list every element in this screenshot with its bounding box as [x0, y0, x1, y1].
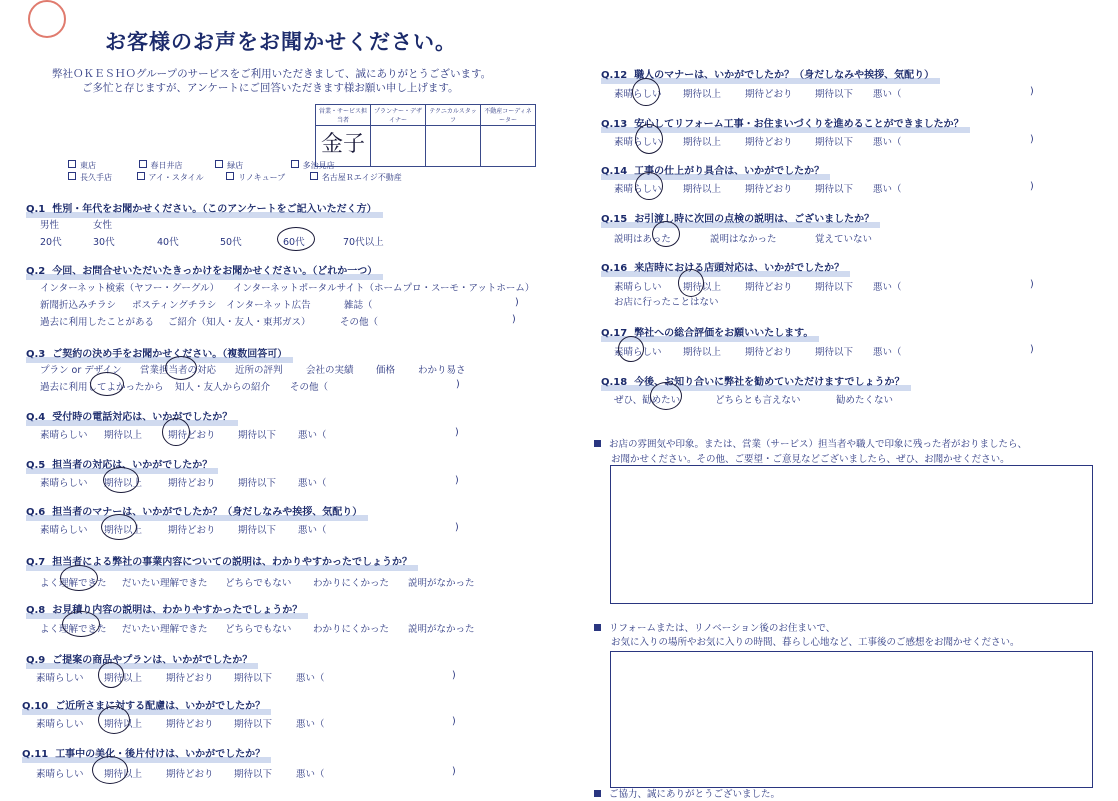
q10-option[interactable]: 悪い（ [296, 719, 325, 730]
answer-mark [60, 565, 98, 591]
q2-option[interactable]: ポスティングチラシ [132, 300, 217, 311]
q11-option[interactable]: 素晴らしい [36, 769, 84, 780]
answer-mark [62, 611, 100, 637]
q14-option[interactable]: 期待どおり [745, 184, 793, 195]
q5-option[interactable]: 期待以下 [238, 478, 277, 489]
comment1-line1: お店の雰囲気や印象。または、営業（サービス）担当者や職人で印象に残った者がおりましたら、 [609, 439, 1028, 450]
q10-option[interactable]: 期待以上 [104, 719, 143, 730]
shop-checkbox[interactable] [310, 172, 318, 180]
q-text: 工事中の美化・後片付けは、いかがでしたか？ [55, 749, 266, 760]
q1-option[interactable]: 30代 [93, 237, 115, 248]
q6-option[interactable]: 期待以下 [238, 525, 277, 536]
answer-mark [162, 418, 190, 446]
q2-bracket-close: ) [512, 314, 516, 325]
q2-option[interactable]: インターネット検索（ヤフー・グーグル） [40, 283, 220, 294]
q11-title [22, 745, 265, 760]
q7-option[interactable]: だいたい理解できた [122, 578, 208, 589]
q16-option[interactable]: 期待以下 [815, 282, 854, 293]
shop-row-2 [68, 172, 402, 183]
q-text: 担当者のマナーは、いかがでしたか？（身だしなみや挨拶、気配り） [52, 507, 363, 518]
q5-option[interactable]: 悪い（ [298, 478, 327, 489]
bullet-square-icon [594, 790, 601, 797]
q-label: Q.4 [26, 412, 46, 423]
q4-option[interactable]: 期待以下 [238, 430, 277, 441]
shop-label: 名古屋Ｒエイジ不動産 [321, 173, 402, 182]
q2-title [26, 262, 377, 277]
answer-mark [632, 78, 660, 106]
q1-option[interactable]: 40代 [157, 237, 179, 248]
survey-title: お客様のお声をお聞かせください。 [105, 30, 457, 54]
shop-row-1 [68, 160, 335, 171]
comment2-textarea[interactable] [610, 651, 1093, 788]
q3-option[interactable]: 知人・友人からの紹介 [175, 382, 271, 393]
shop-checkbox[interactable] [139, 160, 147, 168]
q15-title [601, 210, 874, 225]
intro-line-1: 弊社ＯＫＥＳＨＯグループのサービスをご利用いただきまして、誠にありがとうございます。 [52, 68, 492, 80]
q1-option[interactable]: 男性 [40, 220, 60, 231]
q9-option[interactable]: 素晴らしい [36, 673, 84, 684]
q-text: ご契約の決め手をお聞かせください。（複数回答可） [52, 349, 288, 360]
q15-option[interactable]: 覚えていない [815, 234, 873, 245]
q1-option[interactable]: 女性 [93, 220, 113, 231]
q-text: 今回、お問合せいただいたきっかけをお聞かせください。（どれか一つ） [52, 266, 378, 277]
q-text: 安心してリフォーム工事・お住まいづくりを進めることができましたか？ [634, 119, 964, 130]
q3-option[interactable]: 営業担当者の対応 [140, 365, 217, 376]
answer-mark [650, 382, 682, 410]
q16-title [601, 259, 844, 274]
q9-title [26, 651, 252, 666]
q-label: Q.8 [26, 605, 46, 616]
staff-header-sales: 営業・サービス担当者 [316, 105, 371, 126]
q17-option[interactable]: 期待以上 [683, 347, 722, 358]
q13-option[interactable]: 期待どおり [745, 137, 793, 148]
q18-option[interactable]: ぜひ、勧めたい [614, 395, 681, 406]
q4-title [26, 408, 232, 423]
shop-label: 長久手店 [80, 173, 112, 182]
q12-option[interactable]: 素晴らしい [614, 89, 662, 100]
q-text: 弊社への総合評価をお願いいたします。 [634, 328, 814, 339]
q18-title [601, 373, 905, 388]
shop-label: アイ・スタイル [148, 173, 204, 182]
q7-option[interactable]: よく理解できた [40, 578, 107, 589]
q-label: Q.14 [601, 166, 628, 177]
q-label: Q.5 [26, 460, 46, 471]
q13-option[interactable]: 素晴らしい [614, 137, 662, 148]
q3-option[interactable]: 価格 [376, 365, 396, 376]
q-label: Q.11 [22, 749, 49, 760]
comment1-prompt-line2: お聞かせください。その他、ご要望・ご意見などございましたら、ぜひ、お聞かせください。 [611, 454, 1010, 465]
q2-option[interactable]: 雑誌（ [344, 300, 373, 311]
answer-mark [98, 662, 124, 688]
q7-option[interactable]: わかりにくかった [313, 578, 390, 589]
q-text: お見積り内容の説明は、わかりやすかったでしょうか？ [52, 605, 303, 616]
comment2-line1: リフォームまたは、リノベーション後のお住まいで、 [609, 623, 836, 634]
q-text: 受付時の電話対応は、いかがでしたか？ [52, 412, 233, 423]
q14-option[interactable]: 悪い（ [873, 184, 902, 195]
q1-option[interactable]: 60代 [283, 237, 305, 248]
shop-label: 春日井店 [150, 161, 183, 170]
q12-option[interactable]: 期待以下 [815, 89, 854, 100]
q-label: Q.18 [601, 377, 628, 388]
shop-checkbox[interactable] [291, 160, 299, 168]
q8-option[interactable]: どちらでもない [225, 624, 292, 635]
q18-option[interactable]: どちらとも言えない [715, 395, 801, 406]
answer-mark [103, 467, 139, 493]
shop-checkbox[interactable] [215, 160, 223, 168]
q13-bracket-close: ) [1030, 134, 1034, 145]
q13-option[interactable]: 期待以下 [815, 137, 854, 148]
q13-option[interactable]: 悪い（ [873, 137, 902, 148]
q12-option[interactable]: 悪い（ [873, 89, 902, 100]
q15-option[interactable]: 説明はあった [614, 234, 671, 245]
q6-option[interactable]: 悪い（ [298, 525, 327, 536]
q3-option[interactable]: その他（ [290, 382, 329, 393]
seal-stamp [28, 0, 66, 38]
shop-checkbox[interactable] [137, 172, 145, 180]
q6-option[interactable]: 期待以上 [104, 525, 143, 536]
answer-mark [678, 269, 704, 297]
answer-mark [635, 124, 663, 154]
q-text: お引渡し時に次回の点検の説明は、ございましたか？ [634, 214, 875, 225]
q10-bracket-close: ) [452, 716, 456, 727]
q8-option[interactable]: だいたい理解できた [122, 624, 208, 635]
shop-label: 多治見店 [302, 161, 335, 170]
answer-mark [92, 756, 128, 784]
q-text: ご提案の商品やプランは、いかがでしたか？ [52, 655, 253, 666]
q-text: 性別・年代をお聞かせください。（このアンケートをご記入いただく方） [52, 204, 377, 215]
q5-option[interactable]: 期待以上 [104, 478, 143, 489]
q10-option[interactable]: 期待以下 [234, 719, 273, 730]
q2-bracket-close: ) [515, 297, 519, 308]
q11-option[interactable]: 期待以上 [104, 769, 143, 780]
q2-option[interactable]: 新聞折込みチラシ [40, 300, 117, 311]
q4-option[interactable]: 期待以上 [104, 430, 143, 441]
q3-option[interactable]: 会社の実績 [306, 365, 354, 376]
q1-title [26, 200, 377, 215]
q-text: 担当者による弊社の事業内容についての説明は、わかりやすかったでしょうか？ [52, 557, 413, 568]
staff-header-planner: プランナー・デザイナー [371, 105, 426, 126]
q8-option[interactable]: わかりにくかった [313, 624, 390, 635]
q4-option[interactable]: 悪い（ [298, 430, 327, 441]
q-label: Q.17 [601, 328, 628, 339]
q-label: Q.13 [601, 119, 628, 130]
q1-option[interactable]: 20代 [40, 237, 62, 248]
q16-option-no-visit[interactable]: お店に行ったことはない [614, 297, 719, 308]
shop-checkbox[interactable] [68, 172, 76, 180]
bullet-square-icon [594, 440, 601, 447]
q2-option[interactable]: その他（ [340, 317, 379, 328]
q17-option[interactable]: 期待どおり [745, 347, 793, 358]
q1-option[interactable]: 70代以上 [343, 237, 384, 248]
staff-cell-technical[interactable] [426, 126, 481, 167]
comment2-prompt [594, 620, 835, 634]
q-label: Q.9 [26, 655, 46, 666]
q3-option[interactable]: 過去に利用してよかったから [40, 382, 164, 393]
answer-mark [277, 227, 315, 251]
q16-option[interactable]: 期待以上 [683, 282, 722, 293]
shop-label: 東店 [80, 161, 96, 170]
q-label: Q.16 [601, 263, 628, 274]
q7-option[interactable]: 説明がなかった [408, 578, 475, 589]
q-text: 工事の仕上がり具合は、いかがでしたか？ [634, 166, 825, 177]
staff-cell-planner[interactable] [371, 126, 426, 167]
q17-option[interactable]: 悪い（ [873, 347, 902, 358]
q-label: Q.10 [22, 701, 49, 712]
q6-option[interactable]: 期待どおり [168, 525, 216, 536]
q17-option[interactable]: 素晴らしい [614, 347, 662, 358]
q14-title [601, 162, 824, 177]
q9-option[interactable]: 期待以上 [104, 673, 143, 684]
q17-option[interactable]: 期待以下 [815, 347, 854, 358]
q-text: ご近所さまに対する配慮は、いかがでしたか？ [55, 701, 266, 712]
q14-option[interactable]: 期待以下 [815, 184, 854, 195]
staff-signature: 金子 [320, 132, 365, 157]
shop-label: リノキューブ [238, 173, 286, 182]
q-text: 今後、お知り合いに弊社を勧めていただけますでしょうか？ [634, 377, 905, 388]
q15-option[interactable]: 説明はなかった [710, 234, 777, 245]
q8-option[interactable]: よく理解できた [40, 624, 107, 635]
q-text: 来店時における店頭対応は、いかがでしたか？ [634, 263, 845, 274]
q13-option[interactable]: 期待以上 [683, 137, 722, 148]
q2-option[interactable]: インターネットポータルサイト（ホームプロ・スーモ・アットホーム） [233, 283, 535, 294]
q-label: Q.1 [26, 204, 46, 215]
q1-option[interactable]: 50代 [220, 237, 242, 248]
q6-bracket-close: ) [455, 522, 459, 533]
comment1-prompt [594, 436, 1027, 450]
q-text: 担当者の対応は、いかがでしたか？ [52, 460, 213, 471]
q9-option[interactable]: 悪い（ [296, 673, 325, 684]
q9-option[interactable]: 期待どおり [166, 673, 214, 684]
q2-option[interactable]: 過去に利用したことがある [40, 317, 155, 328]
q4-bracket-close: ) [455, 427, 459, 438]
q18-option[interactable]: 勧めたくない [836, 395, 894, 406]
q12-option[interactable]: 期待以上 [683, 89, 722, 100]
answer-mark [165, 356, 197, 380]
q3-title [26, 345, 287, 360]
q16-option[interactable]: 悪い（ [873, 282, 902, 293]
staff-cell-realestate[interactable] [481, 126, 536, 167]
q-text: 職人のマナーは、いかがでしたか？（身だしなみや挨拶、気配り） [634, 70, 935, 81]
q11-option[interactable]: 期待以下 [234, 769, 273, 780]
q4-option[interactable]: 期待どおり [168, 430, 216, 441]
q6-title [26, 503, 362, 518]
q17-bracket-close: ) [1030, 344, 1034, 355]
q-label: Q.15 [601, 214, 628, 225]
q3-option[interactable]: わかり易さ [418, 365, 466, 376]
q10-title [22, 697, 265, 712]
q2-option[interactable]: ご紹介（知人・友人・東邦ガス） [168, 317, 311, 328]
bullet-square-icon [594, 624, 601, 631]
q3-option[interactable]: 近所の評判 [235, 365, 283, 376]
staff-header-technical: テクニカルスタッフ [426, 105, 481, 126]
q11-bracket-close: ) [452, 766, 456, 777]
staff-table [315, 104, 536, 167]
q12-bracket-close: ) [1030, 86, 1034, 97]
q16-option[interactable]: 素晴らしい [614, 282, 662, 293]
answer-mark [652, 221, 680, 247]
q-label: Q.12 [601, 70, 628, 81]
q16-bracket-close: ) [1030, 279, 1034, 290]
q11-option[interactable]: 期待どおり [166, 769, 214, 780]
q9-option[interactable]: 期待以下 [234, 673, 273, 684]
q16-option[interactable]: 期待どおり [745, 282, 793, 293]
comment1-textarea[interactable] [610, 465, 1093, 604]
q11-option[interactable]: 悪い（ [296, 769, 325, 780]
answer-mark [101, 514, 137, 540]
q3-bracket-close: ) [456, 379, 460, 390]
q5-option[interactable]: 期待どおり [168, 478, 216, 489]
q10-option[interactable]: 素晴らしい [36, 719, 84, 730]
answer-mark [618, 336, 644, 362]
q3-option[interactable]: プラン or デザイン [40, 365, 122, 376]
answer-mark [90, 372, 124, 396]
answer-mark [635, 172, 663, 200]
q-label: Q.2 [26, 266, 46, 277]
q9-bracket-close: ) [452, 670, 456, 681]
q14-bracket-close: ) [1030, 181, 1034, 192]
thanks-text: ご協力、誠にありがとうございました。 [609, 789, 781, 800]
comment2-prompt-line2: お気に入りの場所やお気に入りの時間、暮らし心地など、工事後のご感想をお聞かせください。 [611, 637, 1020, 648]
shop-checkbox[interactable] [68, 160, 76, 168]
q8-option[interactable]: 説明がなかった [408, 624, 475, 635]
thanks-message [594, 786, 780, 800]
q14-option[interactable]: 素晴らしい [614, 184, 662, 195]
intro-line-2: ご多忙と存じますが、アンケートにご回答いただきます様お願い申し上げます。 [82, 82, 459, 94]
q-label: Q.7 [26, 557, 46, 568]
shop-checkbox[interactable] [226, 172, 234, 180]
q-label: Q.3 [26, 349, 46, 360]
q5-option[interactable]: 素晴らしい [40, 478, 88, 489]
q-label: Q.6 [26, 507, 46, 518]
q14-option[interactable]: 期待以上 [683, 184, 722, 195]
q5-bracket-close: ) [455, 475, 459, 486]
answer-mark [98, 706, 130, 734]
q2-option[interactable]: インターネット広告 [226, 300, 311, 311]
q6-option[interactable]: 素晴らしい [40, 525, 88, 536]
q10-option[interactable]: 期待どおり [166, 719, 214, 730]
q4-option[interactable]: 素晴らしい [40, 430, 88, 441]
q7-option[interactable]: どちらでもない [225, 578, 292, 589]
q12-option[interactable]: 期待どおり [745, 89, 793, 100]
shop-label: 緑店 [227, 161, 244, 170]
staff-header-realestate: 不動産コーディネーター [481, 105, 536, 126]
